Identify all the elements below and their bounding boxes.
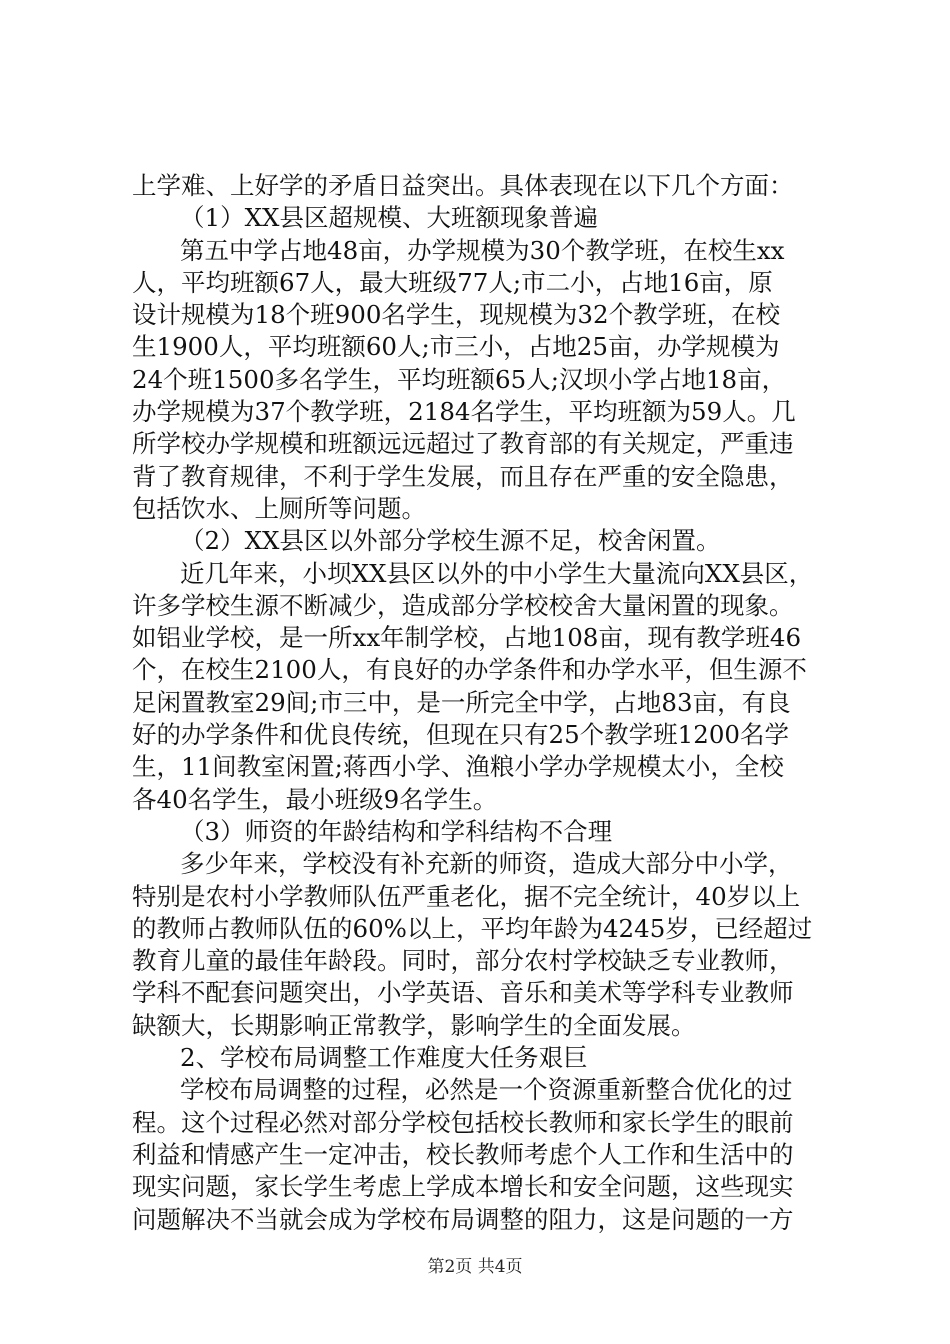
text-line: 多少年来，学校没有补充新的师资，造成大部分中小学， xyxy=(180,849,793,879)
text-line: 办学规模为37个教学班，2184名学生，平均班额为59人。几 xyxy=(132,397,796,427)
page-footer: 第2页 共4页 xyxy=(427,1257,523,1277)
text-line: 程。这个过程必然对部分学校包括校长教师和家长学生的眼前 xyxy=(132,1107,794,1137)
text-line: 许多学校生源不断减少，造成部分学校校舍大量闲置的现象。 xyxy=(132,590,794,620)
document-body xyxy=(132,170,832,1236)
text-line: 设计规模为18个班900名学生，现规模为32个教学班，在校 xyxy=(132,300,781,330)
text-line: 教育儿童的最佳年龄段。同时，部分农村学校缺乏专业教师， xyxy=(132,946,794,976)
text-line: 上学难、上好学的矛盾日益突出。具体表现在以下几个方面： xyxy=(132,171,794,200)
text-line: 生1900人，平均班额60人;市三小，占地25亩，办学规模为 xyxy=(132,332,780,362)
text-line: 个，在校生2100人，有良好的办学条件和办学水平，但生源不 xyxy=(132,655,807,685)
text-line: （1）XX县区超规模、大班额现象普遍 xyxy=(180,203,598,233)
text-line: （2）XX县区以外部分学校生源不足，校舍闲置。 xyxy=(180,526,721,556)
text-line: 2、学校布局调整工作难度大任务艰巨 xyxy=(180,1043,588,1073)
text-line: 近几年来，小坝XX县区以外的中小学生大量流向XX县区， xyxy=(180,558,814,588)
text-line: 学校布局调整的过程，必然是一个资源重新整合优化的过 xyxy=(180,1075,793,1105)
text-line: 足闲置教室29间;市三中，是一所完全中学，占地83亩，有良 xyxy=(132,687,791,717)
text-line: 人，平均班额67人，最大班级77人;市二小，占地16亩，原 xyxy=(132,267,773,297)
text-line: 问题解决不当就会成为学校布局调整的阻力，这是问题的一方 xyxy=(132,1204,794,1234)
text-line: 24个班1500多名学生，平均班额65人;汉坝小学占地18亩， xyxy=(132,364,787,394)
text-line: 背了教育规律，不利于学生发展，而且存在严重的安全隐患， xyxy=(132,461,794,491)
text-line: 的教师占教师队伍的60%以上，平均年龄为4245岁，已经超过 xyxy=(132,913,813,943)
text-line: 特别是农村小学教师队伍严重老化，据不完全统计，40岁以上 xyxy=(132,881,801,911)
text-line: 现实问题，家长学生考虑上学成本增长和安全问题，这些现实 xyxy=(132,1172,794,1202)
text-line: （3）师资的年龄结构和学科结构不合理 xyxy=(180,816,613,846)
text-line: 如铝业学校，是一所xx年制学校，占地108亩，现有教学班46 xyxy=(132,623,802,653)
text-line: 包括饮水、上厕所等问题。 xyxy=(132,493,426,523)
text-line: 好的办学条件和优良传统，但现在只有25个教学班1200名学 xyxy=(132,720,790,750)
text-line: 生，11间教室闲置;蒋西小学、渔粮小学办学规模太小，全校 xyxy=(132,752,784,782)
text-line: 缺额大，长期影响正常教学，影响学生的全面发展。 xyxy=(132,1010,696,1040)
text-line: 学科不配套问题突出，小学英语、音乐和美术等学科专业教师 xyxy=(132,978,794,1008)
text-line: 各40名学生，最小班级9名学生。 xyxy=(132,784,498,814)
text-line: 利益和情感产生一定冲击，校长教师考虑个人工作和生活中的 xyxy=(132,1139,794,1169)
text-line: 所学校办学规模和班额远远超过了教育部的有关规定，严重违 xyxy=(132,429,794,459)
text-line: 第五中学占地48亩，办学规模为30个教学班，在校生xx xyxy=(180,235,785,265)
